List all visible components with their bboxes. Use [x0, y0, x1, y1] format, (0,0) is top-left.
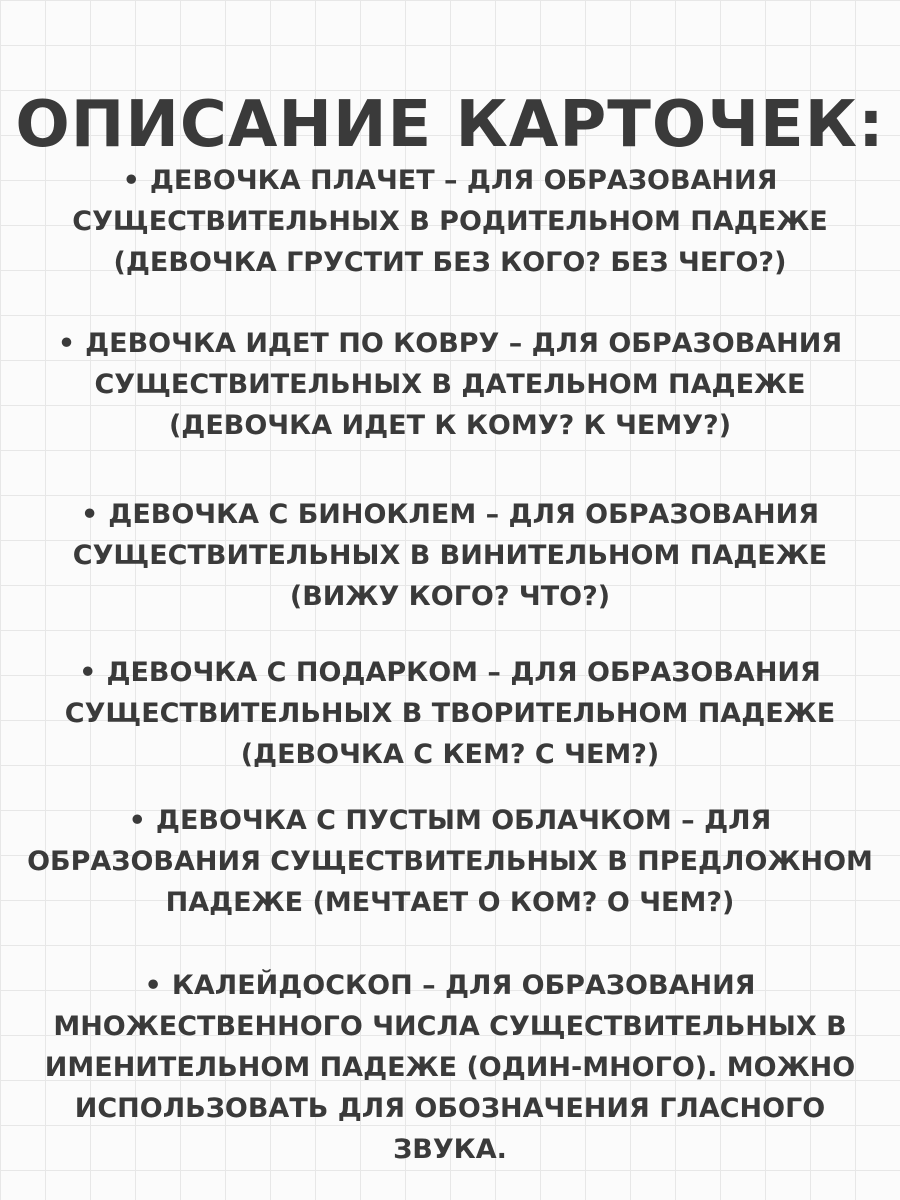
list-item-line: (ДЕВОЧКА С КЕМ? С ЧЕМ?) — [240, 739, 660, 770]
bullet-icon: • — [81, 499, 99, 530]
list-item — [20, 494, 880, 617]
list-item-line: ИМЕНИТЕЛЬНОМ ПАДЕЖЕ (ОДИН-МНОГО). МОЖНО — [44, 1052, 856, 1083]
list-item-line: МНОЖЕСТВЕННОГО ЧИСЛА СУЩЕСТВИТЕЛЬНЫХ В — [53, 1011, 847, 1042]
list-item-text: КАЛЕЙДОСКОП – ДЛЯ ОБРАЗОВАНИЯ — [171, 970, 756, 1001]
list-item-line: ПАДЕЖЕ (МЕЧТАЕТ О КОМ? О ЧЕМ?) — [165, 887, 735, 918]
list-item-text: ДЕВОЧКА С ПОДАРКОМ – ДЛЯ ОБРАЗОВАНИЯ — [106, 657, 821, 688]
list-item-line: (ВИЖУ КОГО? ЧТО?) — [289, 581, 611, 612]
bullet-icon: • — [122, 165, 140, 196]
bullet-icon: • — [57, 328, 76, 359]
list-item-line: (ДЕВОЧКА ИДЕТ К КОМУ? К ЧЕМУ?) — [168, 410, 732, 441]
list-item-line — [20, 652, 880, 693]
list-item-text: ДЕВОЧКА ИДЕТ ПО КОВРУ – ДЛЯ ОБРАЗОВАНИЯ — [85, 328, 843, 359]
list-item-line — [20, 800, 880, 841]
list-item-line — [20, 494, 880, 535]
bullet-icon: • — [128, 805, 146, 836]
list-item-line: СУЩЕСТВИТЕЛЬНЫХ В ДАТЕЛЬНОМ ПАДЕЖЕ — [94, 369, 806, 400]
list-item-line: СУЩЕСТВИТЕЛЬНЫХ В ТВОРИТЕЛЬНОМ ПАДЕЖЕ — [64, 698, 836, 729]
list-item — [20, 965, 880, 1170]
list-item — [20, 652, 880, 775]
list-item — [20, 323, 880, 446]
list-item-line: ЗВУКА. — [393, 1134, 507, 1165]
list-item-line: ОБРАЗОВАНИЯ СУЩЕСТВИТЕЛЬНЫХ В ПРЕДЛОЖНОМ — [27, 846, 873, 877]
list-item — [20, 160, 880, 283]
list-item-text: ДЕВОЧКА С БИНОКЛЕМ – ДЛЯ ОБРАЗОВАНИЯ — [108, 499, 819, 530]
list-item-line: ИСПОЛЬЗОВАТЬ ДЛЯ ОБОЗНАЧЕНИЯ ГЛАСНОГО — [74, 1093, 826, 1124]
list-item-text: ДЕВОЧКА С ПУСТЫМ ОБЛАЧКОМ – ДЛЯ — [155, 805, 772, 836]
list-item — [20, 800, 880, 923]
bullet-icon: • — [79, 657, 97, 688]
list-item-line — [20, 160, 880, 201]
list-item-line: (ДЕВОЧКА ГРУСТИТ БЕЗ КОГО? БЕЗ ЧЕГО?) — [113, 247, 787, 278]
list-item-line — [20, 965, 880, 1006]
page-title: ОПИСАНИЕ КАРТОЧЕК: — [15, 87, 885, 162]
list-item-line: СУЩЕСТВИТЕЛЬНЫХ В РОДИТЕЛЬНОМ ПАДЕЖЕ — [72, 206, 828, 237]
list-item-line: СУЩЕСТВИТЕЛЬНЫХ В ВИНИТЕЛЬНОМ ПАДЕЖЕ — [72, 540, 828, 571]
list-item-text: ДЕВОЧКА ПЛАЧЕТ – ДЛЯ ОБРАЗОВАНИЯ — [149, 165, 778, 196]
list-item-line — [20, 323, 880, 364]
bullet-icon: • — [144, 970, 162, 1001]
